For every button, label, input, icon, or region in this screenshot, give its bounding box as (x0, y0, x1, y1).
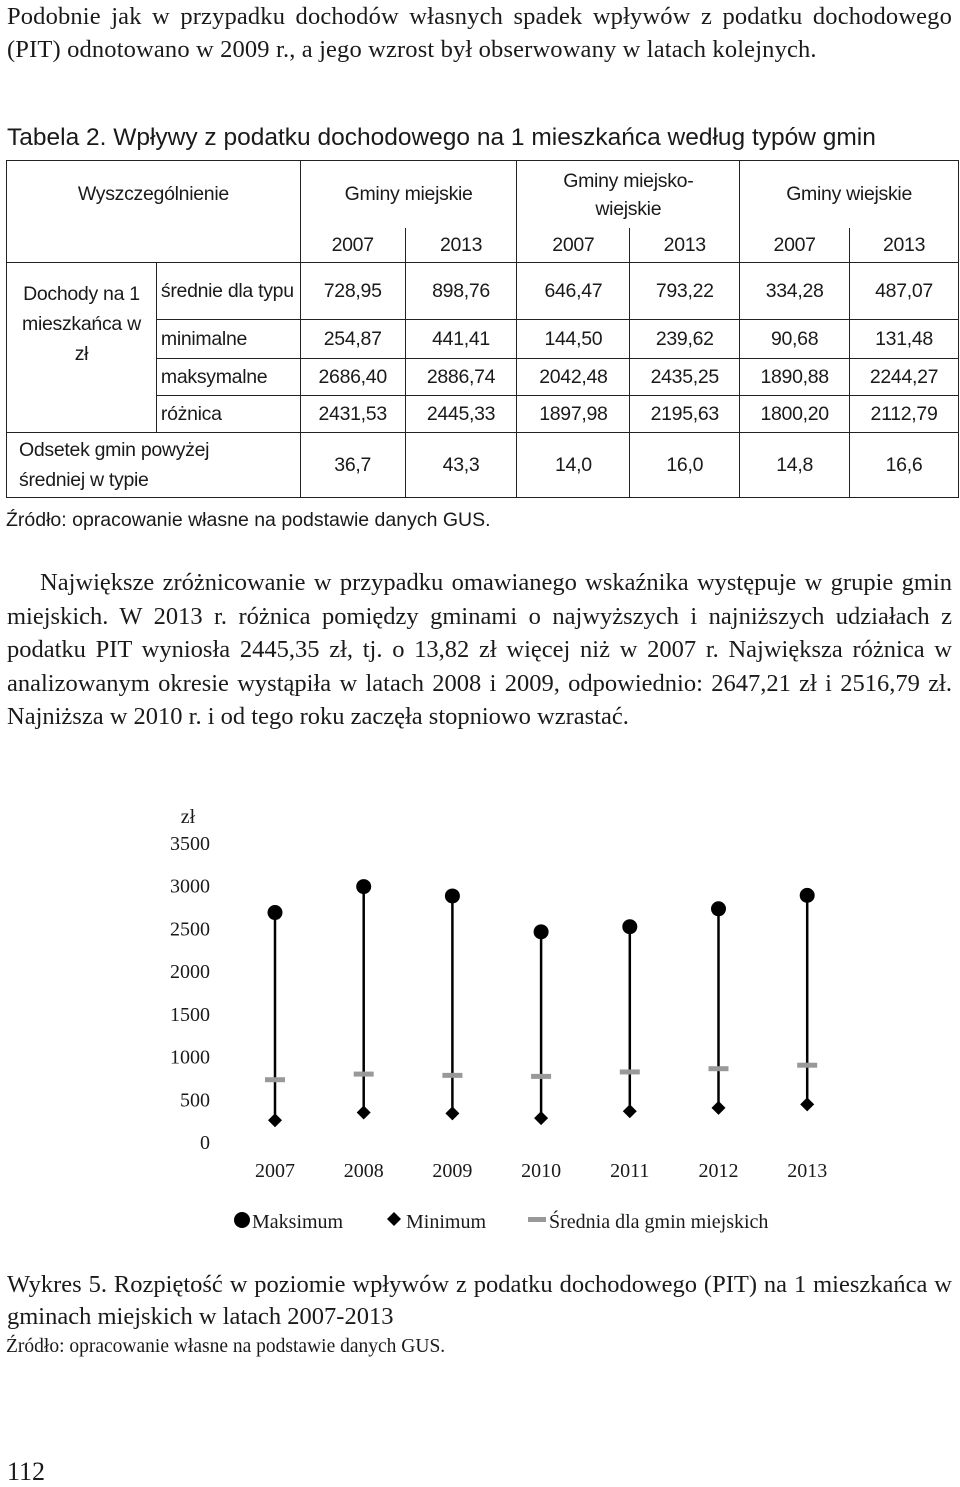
table-cell: 43,3 (405, 433, 517, 498)
minimum-mark (800, 1097, 814, 1111)
header-year: 2007 (517, 228, 630, 263)
minimum-mark (357, 1106, 371, 1120)
header-year: 2013 (405, 228, 517, 263)
table-cell: 334,28 (740, 263, 850, 320)
table-cell: 131,48 (850, 320, 959, 359)
table-cell: 2886,74 (405, 359, 517, 396)
table-cell: 254,87 (300, 320, 405, 359)
legend-dash-icon (528, 1217, 546, 1222)
header-spec: Wyszczególnienie (7, 161, 301, 263)
table-cell: 793,22 (630, 263, 740, 320)
table-cell: 2195,63 (630, 396, 740, 433)
table-cell: 144,50 (517, 320, 630, 359)
table-cell: 646,47 (517, 263, 630, 320)
row-label: minimalne (156, 320, 300, 359)
range-chart (0, 790, 960, 1250)
row-label: Odsetek gmin powyżej średniej w typie (7, 433, 301, 498)
maximum-mark (622, 919, 637, 934)
table-cell: 14,8 (740, 433, 850, 498)
table-caption: Tabela 2. Wpływy z podatku dochodowego na 1 mieszkańca według typów gmin (7, 124, 876, 151)
table-cell: 90,68 (740, 320, 850, 359)
x-tick-label: 2008 (343, 1160, 384, 1182)
y-tick-label: 3500 (170, 833, 210, 855)
average-mark (531, 1074, 551, 1079)
header-group-rural: Gminy wiejskie (740, 161, 959, 229)
average-mark (265, 1077, 285, 1082)
minimum-mark (268, 1113, 282, 1127)
intro-paragraph: Podobnie jak w przypadku dochodów własnych spadek wpływów z podatku dochodowego (PIT) odnotowano w 2009 r., a jego wzrost był obserwowany w latach kolejnych. (7, 3, 952, 63)
table-row (7, 263, 959, 320)
table-source: Źródło: opracowanie własne na podstawie danych GUS. (6, 509, 491, 531)
table-cell: 1897,98 (517, 396, 630, 433)
maximum-mark (356, 879, 371, 894)
y-tick-label: 1000 (170, 1046, 210, 1069)
table-cell: 239,62 (630, 320, 740, 359)
row-label: średnie dla typu (156, 263, 300, 320)
minimum-mark (623, 1104, 637, 1118)
table-cell: 487,07 (850, 263, 959, 320)
y-tick-label: 0 (200, 1132, 210, 1154)
table-cell: 728,95 (300, 263, 405, 320)
legend-label-min: Minimum (406, 1211, 487, 1233)
table-cell: 36,7 (300, 433, 405, 498)
y-tick-label: 500 (180, 1089, 210, 1112)
legend-label-max: Maksimum (252, 1211, 344, 1233)
income-table (6, 160, 959, 498)
table-cell: 16,6 (850, 433, 959, 498)
table-cell: 2435,25 (630, 359, 740, 396)
maximum-mark (534, 924, 549, 939)
row-label: maksymalne (156, 359, 300, 396)
body-paragraph-text: Największe zróżnicowanie w przypadku omawianego wskaźnika występuje w grupie gmin miejskich. W 2013 r. różnica pomiędzy gminami o najwyższych i najniższych udziałach z podatku PIT wyniosła 2445,35 zł, tj. o 13,82 zł więcej niż w 2007 r. Największa różnica w analizowanym okresie wystąpiła w latach 2008 i 2009, odpowiednio: 2647,21 zł i 2516,79 zł. Najniższa w 2010 r. i od tego roku zaczęła stopniowo wzrastać. (7, 569, 952, 731)
x-tick-label: 2011 (610, 1160, 650, 1182)
table-cell: 2112,79 (850, 396, 959, 433)
body-paragraph (7, 566, 952, 734)
row-label: różnica (156, 396, 300, 433)
table-cell: 2686,40 (300, 359, 405, 396)
header-year: 2013 (630, 228, 740, 263)
minimum-mark (534, 1111, 548, 1125)
x-axis-ticks (255, 1160, 827, 1182)
minimum-mark (712, 1101, 726, 1115)
header-group-urban-rural: Gminy miejsko-wiejskie (517, 161, 740, 229)
x-tick-label: 2013 (787, 1160, 828, 1182)
maximum-markers (268, 879, 815, 939)
y-tick-label: 2000 (170, 961, 210, 984)
legend-label-avg: Średnia dla gmin miejskich (549, 1211, 769, 1233)
table-cell: 2445,33 (405, 396, 517, 433)
header-year: 2007 (740, 228, 850, 263)
average-mark (709, 1066, 729, 1071)
x-tick-label: 2010 (521, 1160, 562, 1182)
range-lines (275, 887, 807, 1121)
table-cell: 441,41 (405, 320, 517, 359)
y-tick-label: 3000 (170, 875, 210, 898)
header-group-urban: Gminy miejskie (300, 161, 517, 229)
table-cell: 2042,48 (517, 359, 630, 396)
y-tick-label: 1500 (170, 1003, 210, 1026)
row-group-label: Dochody na 1 mieszkańca w zł (7, 263, 157, 433)
x-tick-label: 2007 (255, 1160, 295, 1182)
page-number: 112 (7, 1457, 46, 1486)
table-cell: 1800,20 (740, 396, 850, 433)
y-axis-ticks (170, 833, 210, 1154)
average-mark (797, 1063, 817, 1068)
average-mark (620, 1069, 640, 1074)
maximum-mark (268, 905, 283, 920)
figure-source: Źródło: opracowanie własne na podstawie danych GUS. (6, 1336, 446, 1357)
table-cell: 14,0 (517, 433, 630, 498)
figure-caption: Wykres 5. Rozpiętość w poziomie wpływów z podatku dochodowego (PIT) na 1 mieszkańca w gminach miejskich w latach 2007-2013 (7, 1271, 952, 1330)
y-axis-unit: zł (180, 806, 196, 828)
minimum-mark (445, 1106, 459, 1120)
legend-diamond-icon (387, 1212, 401, 1226)
maximum-mark (445, 888, 460, 903)
table-cell: 2244,27 (850, 359, 959, 396)
table-row (7, 433, 959, 498)
x-tick-label: 2012 (698, 1160, 739, 1182)
table-cell: 898,76 (405, 263, 517, 320)
average-mark (442, 1073, 462, 1078)
table-cell: 1890,88 (740, 359, 850, 396)
header-year: 2007 (300, 228, 405, 263)
legend-circle-icon (234, 1212, 250, 1228)
chart-legend (234, 1209, 768, 1233)
table-cell: 2431,53 (300, 396, 405, 433)
table-cell: 16,0 (630, 433, 740, 498)
header-year: 2013 (850, 228, 959, 263)
maximum-mark (711, 901, 726, 916)
maximum-mark (800, 888, 815, 903)
average-mark (354, 1072, 374, 1077)
x-tick-label: 2009 (432, 1160, 473, 1182)
y-tick-label: 2500 (170, 918, 210, 941)
